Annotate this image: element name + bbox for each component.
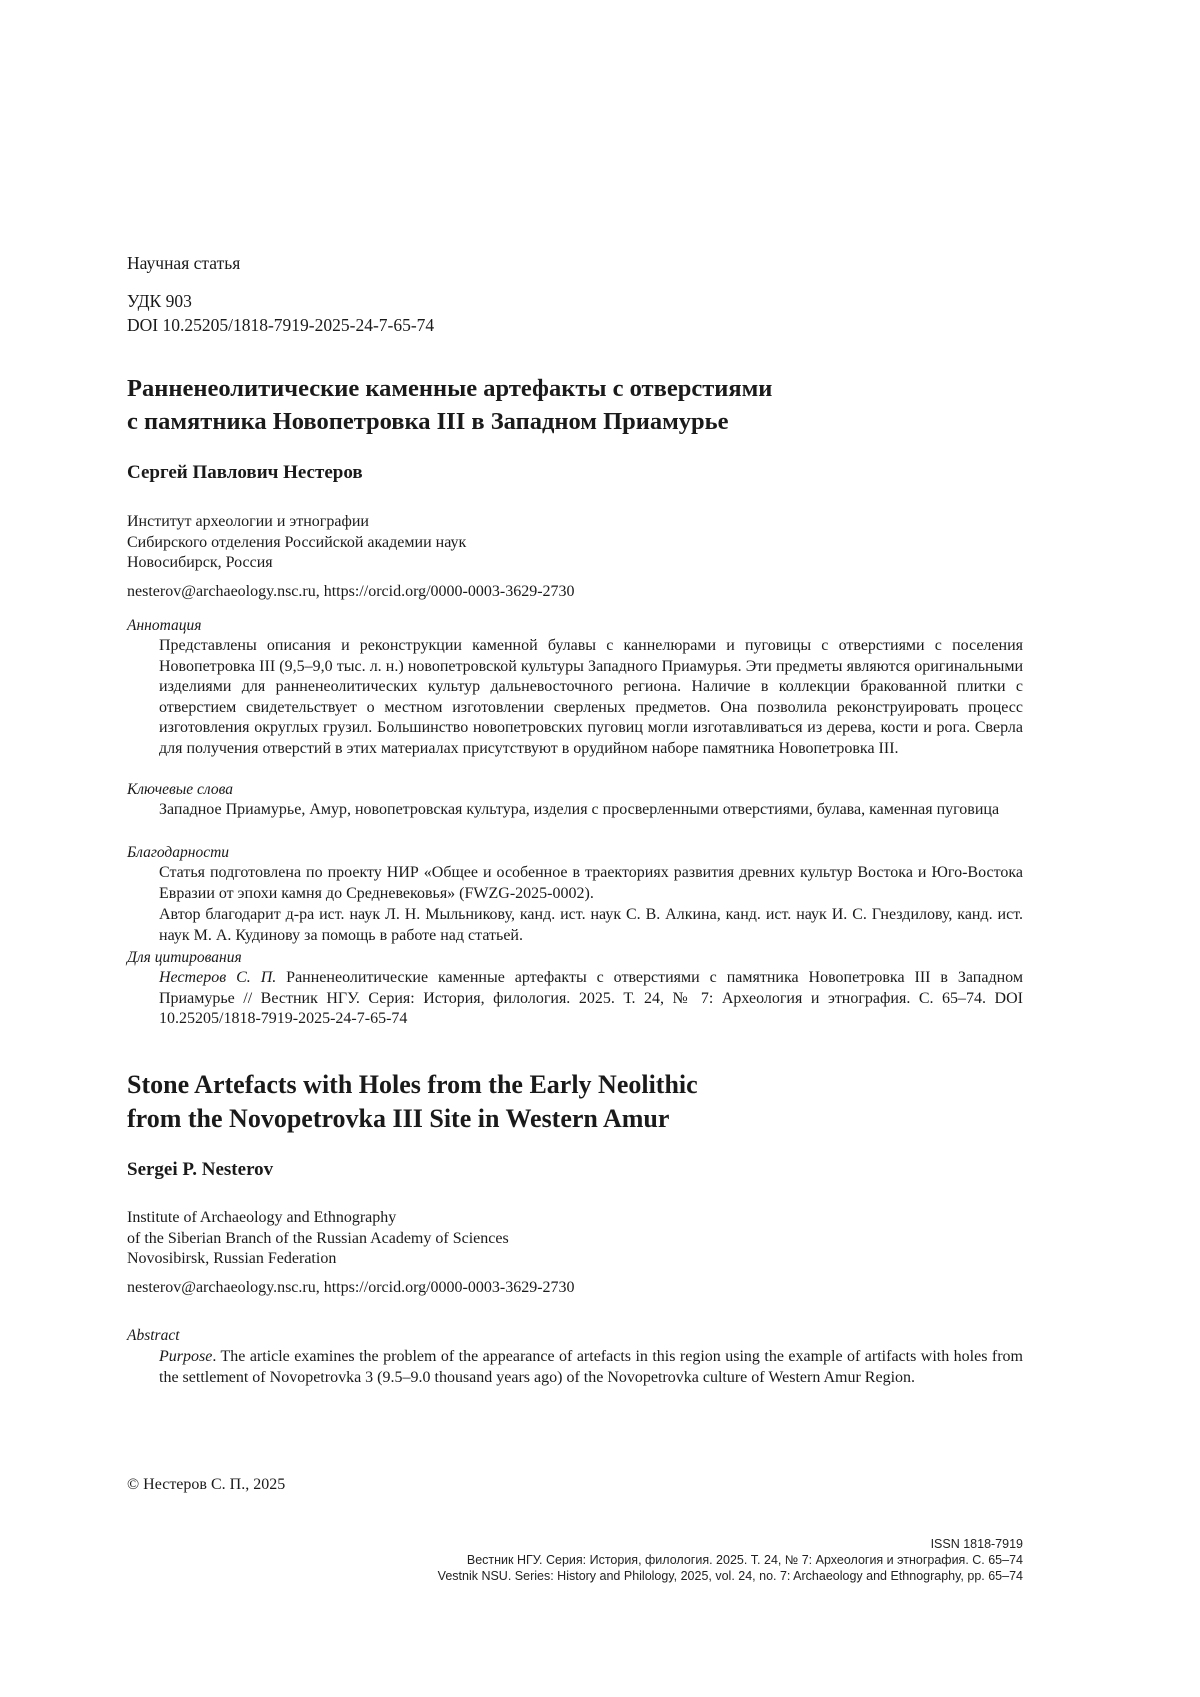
thanks-text: Статья подготовлена по проекту НИР «Общее и особенное в траекториях развития древних культур Востока и Юго-Востока Евразии от эпохи камня до Средневековья» (FWZG-2025-0002). (159, 863, 1023, 904)
journal-reference-ru: Вестник НГУ. Серия: История, филология. 2025. Т. 24, № 7: Археология и этнография. С. 65–74 (438, 1552, 1023, 1568)
abstract-text-en (159, 1347, 1023, 1388)
keywords-label: Ключевые слова (127, 780, 233, 800)
journal-footer (438, 1536, 1023, 1584)
purpose-text: . The article examines the problem of the appearance of artefacts in this region using the example of artifacts with holes from the settlement of Novopetrovka 3 (9.5–9.0 thousand years ago) of the Novopetrovka culture of Western Amur Region. (159, 1348, 1023, 1386)
english-title-line: from the Novopetrovka III Site in Western Amur (127, 1102, 698, 1136)
issn: ISSN 1818-7919 (438, 1536, 1023, 1552)
english-title-line: Stone Artefacts with Holes from the Early Neolithic (127, 1068, 698, 1102)
russian-title-line: Ранненеолитические каменные артефакты с отверстиями (127, 372, 772, 405)
english-contact: nesterov@archaeology.nsc.ru, https://orcid.org/0000-0003-3629-2730 (127, 1278, 575, 1299)
russian-title (127, 372, 772, 438)
citation-label: Для цитирования (127, 948, 242, 968)
doi: DOI 10.25205/1818-7919-2025-24-7-65-74 (127, 314, 434, 336)
copyright: © Нестеров С. П., 2025 (127, 1475, 285, 1496)
citation-author: Нестеров С. П. (159, 969, 276, 986)
affiliation-line: Сибирского отделения Российской академии наук (127, 533, 466, 554)
affiliation-line: of the Siberian Branch of the Russian Academy of Sciences (127, 1229, 509, 1250)
russian-contact: nesterov@archaeology.nsc.ru, https://orcid.org/0000-0003-3629-2730 (127, 582, 575, 603)
abstract-label-en: Abstract (127, 1326, 180, 1346)
english-affiliation (127, 1208, 509, 1270)
abstract-text-ru: Представлены описания и реконструкции каменной булавы с каннелюрами и пуговицы с отверстиями с поселения Новопетровка III (9,5–9,0 тыс. л. н.) новопетровской культуры Западного Приамурья. Эти предметы являются оригинальными изделиями для ранненеолитических культур дальневосточного региона. Наличие в коллекции бракованной плитки с отверстием свидетельствует о местном изготовлении сверленых предметов. Она позволила реконструировать процесс изготовления округлых грузил. Большинство новопетровских пуговиц могли изготавливаться из дерева, кости и рога. Сверла для получения отверстий в этих материалах присутствуют в орудийном наборе памятника Новопетровка III. (159, 636, 1023, 759)
thanks-text: Автор благодарит д-ра ист. наук Л. Н. Мыльникову, канд. ист. наук С. В. Алкина, канд. ист. наук И. С. Гнездилову, канд. ист. наук М. А. Кудинову за помощь в работе над статьей. (159, 905, 1023, 946)
affiliation-line: Novosibirsk, Russian Federation (127, 1249, 509, 1270)
russian-title-line: с памятника Новопетровка III в Западном Приамурье (127, 405, 772, 438)
keywords-text: Западное Приамурье, Амур, новопетровская культура, изделия с просверленными отверстиями, булава, каменная пуговица (159, 800, 1023, 821)
russian-affiliation (127, 512, 466, 574)
abstract-label-ru: Аннотация (127, 616, 201, 636)
affiliation-line: Институт археологии и этнографии (127, 512, 466, 533)
english-title (127, 1068, 698, 1136)
affiliation-line: Institute of Archaeology and Ethnography (127, 1208, 509, 1229)
citation-body: Ранненеолитические каменные артефакты с отверстиями с памятника Новопетровка III в Западном Приамурье // Вестник НГУ. Серия: История, филология. 2025. Т. 24, № 7: Археология и этнография. С. 65–74. DOI 10.25205/1818-7919-2025-24-7-65-74 (159, 969, 1023, 1027)
affiliation-line: Новосибирск, Россия (127, 553, 466, 574)
citation-text (159, 968, 1023, 1030)
purpose-label: Purpose (159, 1348, 212, 1365)
journal-reference-en: Vestnik NSU. Series: History and Philology, 2025, vol. 24, no. 7: Archaeology and Ethnography, pp. 65–74 (438, 1568, 1023, 1584)
article-page (0, 0, 1200, 1697)
thanks-label: Благодарности (127, 843, 229, 863)
english-author: Sergei P. Nesterov (127, 1159, 273, 1181)
article-type: Научная статья (127, 252, 240, 274)
udk-code: УДК 903 (127, 290, 192, 312)
russian-author: Сергей Павлович Нестеров (127, 462, 363, 484)
